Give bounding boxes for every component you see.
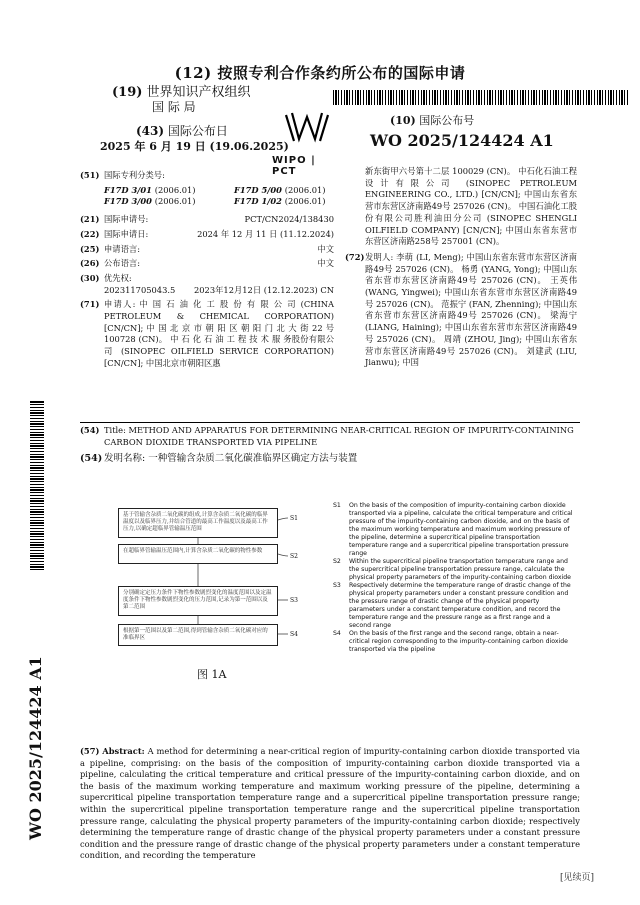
abstract: [80, 746, 580, 862]
pub-number: WO 2025/124424 A1: [370, 131, 554, 150]
pub-number-block: [370, 112, 554, 150]
step-id: S3: [333, 582, 341, 589]
side-barcode: [30, 400, 44, 570]
logo-text: WIPO | PCT: [272, 155, 316, 177]
flow-box-text: 分别确定定压力条件下物性参数剧烈变化的温度范围以及定温度条件下物性参数剧烈变化的压力范围,记录为第一范围以及第二范围: [123, 590, 272, 610]
priority-code: (30): [80, 272, 100, 283]
flow-arrows: [112, 500, 312, 660]
ipc-class: F17D 5/00: [234, 184, 282, 195]
title-en-code: (54): [80, 425, 100, 435]
applicant-code: (71): [80, 299, 100, 310]
abstract-label: Abstract:: [102, 746, 145, 756]
filinglang-value: 中文: [317, 243, 334, 254]
ipc-label: 国际专利分类号:: [104, 170, 165, 180]
filinglang-code: (25): [80, 243, 100, 254]
bibliographic-data: [80, 170, 334, 373]
flow-box-text: 根据第一范围以及第二范围,得到管输含杂质二氧化碳对应的准临界区: [123, 628, 268, 641]
appno-code: (21): [80, 214, 100, 225]
priority-number: 202311705043.5: [104, 284, 176, 295]
filing-value: 2024 年 12 月 11 日 (11.12.2024): [197, 228, 334, 239]
pubdate-value: 2025 年 6 月 19 日 (19.06.2025): [100, 140, 289, 153]
org-code: (19): [112, 85, 143, 100]
figure-label: 图 1A: [197, 668, 227, 681]
priority-date: 2023年12月12日 (12.12.2023): [194, 284, 318, 295]
applicant-text: 申请人: 中 国 石 油 化 工 股 份 有 限 公 司 (CHINA PETROLEUM & CHEMICAL CORPORATION) [CN/CN]; 中 国 北 京 市 朝 阳 区 朝 阳 门 北 大 街 22 号 100728 (CN)。 中 石 化 石 油 工 程 技 术 服 务股份有限公司 (SINOPEC OILFIELD SERVICE CORPORATION) [CN/CN]; 中国北京市朝阳区惠: [104, 299, 334, 368]
step-text: On the basis of the composition of impurity-containing carbon dioxide transported via a pipeline, calculate the critical temperature and critical pressure of the impurity-containing carbon dioxide, and on the basis of the maximum working temperature and maximum working pressure of the pipeline, determine a supercritical pipeline transportation temperature range and a supercritical pipeline transportation pressure range: [349, 502, 573, 557]
wipo-emblem-icon: [272, 105, 342, 155]
ipc-list: [80, 185, 334, 208]
org-name: 世界知识产权组织: [146, 85, 251, 100]
abstract-code: (57): [80, 746, 100, 756]
flow-tag: S4: [290, 631, 298, 638]
barcode: [333, 90, 629, 105]
flow-box-text: 在超临界管输温压范围内,计算含杂质二氧化碳的物性参数: [123, 548, 263, 554]
ipc-code: (51): [80, 170, 100, 180]
appno-value: PCT/CN2024/138430: [244, 214, 334, 225]
tag-leader: [278, 518, 288, 520]
ipc-class: F17D 3/01: [104, 184, 152, 195]
ipc-class: F17D 1/02: [234, 196, 282, 207]
side-pub-number: WO 2025/124424 A1: [26, 656, 45, 840]
filinglang-label: 申请语言:: [104, 243, 140, 254]
inventor-text: 发明人: 李萌 (LI, Meng); 中国山东省东营市东营区济南路49号 257026 (CN)。 杨勇 (YANG, Yong); 中国山东省东营市东营区济南路49号 257026 (CN)。 王英伟 (WANG, Yingwei); 中国山东省东营市东营区济南路49号 257026 (CN)。 范振宁 (FAN, Zhenning); 中国山东省东营市东营区济南路49号 257026 (CN)。 梁海宁 (LIANG, Haining); 中国山东省东营市东营区济南路49号 257026 (CN)。 周靖 (ZHOU, Jing); 中国山东省东营市东营区济南路49号 257026 (CN)。 刘建武 (LIU, Jianwu); 中国: [365, 251, 577, 368]
priority-country: CN: [320, 284, 334, 295]
document-title: (12) 按照专利合作条约所公布的国际申请: [174, 64, 466, 82]
flow-tag: S1: [290, 515, 298, 522]
wipo-logo: [272, 105, 342, 177]
pubno-code: (10): [390, 114, 416, 127]
step-text: Within the supercritical pipeline transportation temperature range and the supercritical pipeline transportation pressure range, calculate the physical property parameters of the impurity-containing carbon dioxide: [349, 558, 571, 581]
appno-label: 国际申请号:: [104, 214, 149, 225]
title-en: Title: METHOD AND APPARATUS FOR DETERMINING NEAR-CRITICAL REGION OF IMPURITY-CONTAINING CARBON DIOXIDE TRANSPORTED VIA PIPELINE: [104, 425, 574, 447]
flow-tag: S3: [290, 597, 298, 604]
continued-note: [见续页]: [560, 873, 595, 883]
ipc-version: (2006.01): [284, 196, 326, 207]
flowchart: [112, 500, 312, 680]
step-text: On the basis of the first range and the second range, obtain a near-critical region corresponding to the impurity-containing carbon dioxide transported via the pipeline: [349, 630, 568, 653]
flow-box-text: 基于管输含杂质二氧化碳的组成,计算含杂质二氧化碳的临界温度以及临界压力,并结合管道的最高工作温度以及最高工作压力,以确定超临界管输温压范围: [123, 512, 268, 532]
inventor-code: (72): [345, 251, 365, 262]
right-column: [345, 168, 577, 369]
step-legend: [333, 502, 573, 654]
pubno-label: 国际公布号: [419, 114, 475, 127]
step-id: S2: [333, 558, 341, 565]
step-id: S1: [333, 502, 341, 509]
publang-label: 公布语言:: [104, 258, 140, 269]
title-section: [80, 422, 580, 465]
tag-leader: [278, 554, 288, 556]
applicant-continued: 新东街甲六号第十二层 100029 (CN)。 中石化石油工程设计有限公司 (SINOPEC PETROLEUM ENGINEERING CO., LTD.) [CN/CN]; 中国山东省东营市东营区济南路49号 257026 (CN)。 中国石油化工股份有限公司胜利油田分公司 (SINOPEC SHENGLI OILFIELD COMPANY) [CN/CN]; 中国山东省东营市东营区济南路258号 257001 (CN)。: [365, 166, 577, 247]
step-text: Respectively determine the temperature range of drastic change of the physical property parameters under a constant pressure condition and the pressure range of drastic change of the physical property parameters under a constant temperature condition, and record the temperature range and the pressure range as a first range and a second range: [349, 582, 571, 629]
publang-value: 中文: [317, 258, 334, 269]
ipc-class: F17D 3/00: [104, 196, 152, 207]
title-zh: 发明名称: 一种管输含杂质二氧化碳准临界区确定方法与装置: [104, 453, 358, 465]
title-zh-code: (54): [80, 453, 103, 465]
pubdate-code: (43): [136, 124, 165, 138]
abstract-text: A method for determining a near-critical region of impurity-containing carbon dioxide transported via a pipeline, comprising: on the basis of the composition of impurity-containing carbon dioxide transported via a pipeline, calculating the critical temperature and critical pressure of the impurity-containing carbon dioxide, and on the basis of the maximum working temperature and maximum working pressure of the pipeline, determining a supercritical pipeline transportation temperature range and a supercritical pipeline transportation pressure range; within the supercritical pipeline transportation temperature range and the supercritical pipeline transportation pressure range, calculating the physical property parameters of the impurity-containing carbon dioxide; respectively determining the temperature range of drastic change of the physical property parameters under a constant pressure condition and the pressure range of drastic change of the physical property parameters under a constant temperature condition, and recording the temperature: [80, 746, 580, 861]
filing-label: 国际申请日:: [104, 228, 149, 239]
org-sub: 国 际 局: [152, 100, 196, 114]
publang-code: (26): [80, 258, 100, 269]
step-id: S4: [333, 630, 341, 637]
priority-label: 优先权:: [104, 272, 132, 283]
ipc-version: (2006.01): [284, 184, 326, 195]
ipc-version: (2006.01): [154, 196, 196, 207]
flow-tag: S2: [290, 553, 298, 560]
org-block: [100, 85, 289, 154]
ipc-version: (2006.01): [154, 184, 196, 195]
filing-code: (22): [80, 228, 100, 239]
pubdate-label: 国际公布日: [167, 124, 228, 138]
